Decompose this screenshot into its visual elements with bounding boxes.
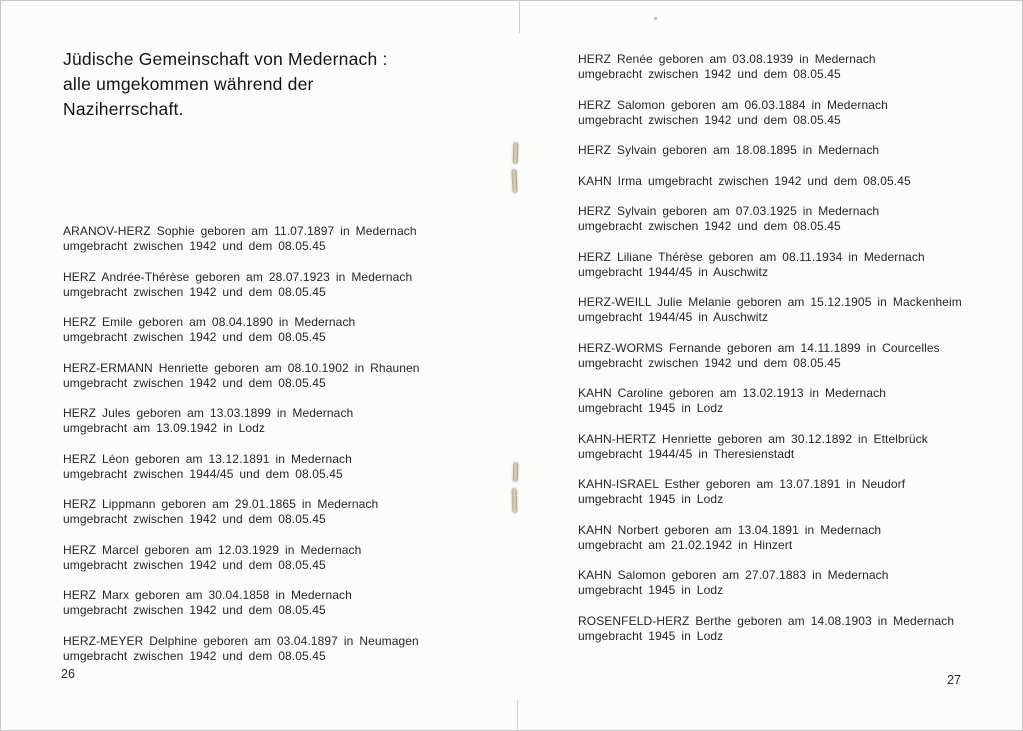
memorial-entry bbox=[578, 174, 998, 189]
entry-line: HERZ-ERMANN Henriette geboren am 08.10.1902 in Rhaunen bbox=[63, 360, 420, 375]
entry-line: umgebracht 1945 in Lodz bbox=[578, 492, 724, 506]
entry-line: KAHN-HERTZ Henriette geboren am 30.12.1892 in Ettelbrück bbox=[578, 431, 928, 446]
binding-stitch bbox=[512, 488, 518, 513]
entry-line: KAHN Caroline geboren am 13.02.1913 in Medernach bbox=[578, 386, 886, 400]
entry-line: HERZ-WORMS Fernande geboren am 14.11.1899 in Courcelles bbox=[578, 340, 940, 355]
entry-line: HERZ Renée geboren am 03.08.1939 in Medernach bbox=[578, 52, 876, 66]
title-line: Jüdische Gemeinschaft von Medernach : bbox=[63, 49, 388, 69]
entry-line: KAHN Norbert geboren am 13.04.1891 in Medernach bbox=[578, 522, 882, 537]
entry-line: umgebracht zwischen 1942 und dem 08.05.45 bbox=[63, 648, 326, 663]
entry-line: umgebracht zwischen 1942 und dem 08.05.45 bbox=[63, 603, 326, 617]
left-page bbox=[63, 47, 495, 679]
entry-line: umgebracht zwischen 1942 und dem 08.05.45 bbox=[578, 112, 841, 127]
entry-line: HERZ Marcel geboren am 12.03.1929 in Medernach bbox=[63, 542, 362, 557]
memorial-entry bbox=[578, 98, 998, 128]
entry-line: HERZ Léon geboren am 13.12.1891 in Medernach bbox=[63, 451, 352, 466]
entry-line: umgebracht 1945 in Lodz bbox=[578, 583, 724, 597]
entry-line: HERZ Sylvain geboren am 07.03.1925 in Medernach bbox=[578, 204, 880, 218]
center-fold-line-bottom bbox=[517, 700, 518, 731]
binding-stitch bbox=[513, 462, 519, 482]
entry-line: HERZ Marx geboren am 30.04.1858 in Medernach bbox=[63, 588, 352, 602]
memorial-entry bbox=[63, 406, 495, 436]
right-entry-list bbox=[578, 52, 998, 644]
entry-line: HERZ Sylvain geboren am 18.08.1895 in Medernach bbox=[578, 143, 880, 157]
entry-line: umgebracht 1944/45 in Auschwitz bbox=[578, 264, 769, 279]
memorial-entry bbox=[63, 270, 495, 300]
entry-line: HERZ Lippmann geboren am 29.01.1865 in Medernach bbox=[63, 497, 379, 511]
entry-line: umgebracht am 21.02.1942 in Hinzert bbox=[578, 537, 793, 552]
page-number-right: 27 bbox=[947, 673, 961, 687]
memorial-entry bbox=[578, 568, 998, 598]
entry-line: umgebracht 1944/45 in Auschwitz bbox=[578, 310, 769, 324]
memorial-entry bbox=[63, 315, 495, 345]
entry-line: umgebracht zwischen 1942 und dem 08.05.45 bbox=[578, 355, 841, 370]
entry-line: HERZ Jules geboren am 13.03.1899 in Medernach bbox=[63, 406, 354, 420]
memorial-entry bbox=[63, 224, 495, 254]
memorial-entry bbox=[578, 204, 998, 234]
entry-line: KAHN Irma umgebracht zwischen 1942 und dem 08.05.45 bbox=[578, 173, 911, 188]
memorial-entry bbox=[63, 543, 495, 573]
entry-line: umgebracht zwischen 1942 und dem 08.05.45 bbox=[63, 330, 326, 344]
entry-line: umgebracht zwischen 1942 und dem 08.05.45 bbox=[63, 512, 326, 526]
memorial-entry bbox=[63, 361, 495, 391]
entry-line: umgebracht am 13.09.1942 in Lodz bbox=[63, 421, 265, 435]
memorial-entry bbox=[578, 432, 998, 462]
title-line: alle umgekommen während der bbox=[63, 74, 314, 94]
binding-stitch bbox=[513, 142, 519, 164]
left-entry-list bbox=[63, 224, 495, 664]
memorial-entry bbox=[578, 386, 998, 416]
entry-line: umgebracht zwischen 1942 und dem 08.05.45 bbox=[578, 219, 841, 233]
memorial-entry bbox=[63, 497, 495, 527]
entry-line: HERZ-MEYER Delphine geboren am 03.04.1897 in Neumagen bbox=[63, 633, 419, 648]
entry-line: KAHN Salomon geboren am 27.07.1883 in Medernach bbox=[578, 568, 889, 582]
entry-line: umgebracht 1945 in Lodz bbox=[578, 628, 724, 643]
memorial-entry bbox=[578, 52, 998, 82]
memorial-entry bbox=[578, 341, 998, 371]
memorial-entry bbox=[578, 295, 998, 325]
memorial-entry bbox=[578, 523, 998, 553]
memorial-entry bbox=[578, 143, 998, 158]
memorial-entry bbox=[63, 634, 495, 664]
page-number-left: 26 bbox=[61, 667, 75, 681]
memorial-entry bbox=[578, 614, 998, 644]
entry-line: HERZ Emile geboren am 08.04.1890 in Medernach bbox=[63, 315, 356, 329]
entry-line: HERZ Liliane Thérèse geboren am 08.11.1934 in Medernach bbox=[578, 249, 925, 264]
entry-line: HERZ Salomon geboren am 06.03.1884 in Medernach bbox=[578, 97, 888, 112]
entry-line: umgebracht zwischen 1942 und dem 08.05.45 bbox=[578, 67, 841, 81]
memorial-entry bbox=[578, 250, 998, 280]
entry-line: umgebracht 1945 in Lodz bbox=[578, 401, 724, 415]
entry-line: umgebracht 1944/45 in Theresienstadt bbox=[578, 446, 795, 461]
document-title bbox=[63, 47, 495, 122]
title-line: Naziherrschaft. bbox=[63, 99, 184, 119]
center-fold-line-top bbox=[519, 1, 520, 33]
memorial-entry bbox=[63, 452, 495, 482]
entry-line: ARANOV-HERZ Sophie geboren am 11.07.1897 in Medernach bbox=[63, 224, 417, 238]
scan-speck bbox=[654, 17, 657, 20]
memorial-entry bbox=[578, 477, 998, 507]
entry-line: ROSENFELD-HERZ Berthe geboren am 14.08.1903 in Medernach bbox=[578, 613, 955, 628]
entry-line: umgebracht zwischen 1944/45 und dem 08.05.45 bbox=[63, 466, 343, 481]
entry-line: umgebracht zwischen 1942 und dem 08.05.45 bbox=[63, 375, 326, 390]
entry-line: umgebracht zwischen 1942 und dem 08.05.45 bbox=[63, 557, 326, 572]
entry-line: HERZ Andrée-Thérèse geboren am 28.07.1923 in Medernach bbox=[63, 269, 413, 284]
memorial-entry bbox=[63, 588, 495, 618]
entry-line: umgebracht zwischen 1942 und dem 08.05.45 bbox=[63, 284, 326, 299]
entry-line: umgebracht zwischen 1942 und dem 08.05.45 bbox=[63, 239, 326, 253]
entry-line: HERZ-WEILL Julie Melanie geboren am 15.12.1905 in Mackenheim bbox=[578, 295, 962, 309]
right-page bbox=[578, 52, 998, 659]
binding-stitch bbox=[511, 169, 517, 193]
entry-line: KAHN-ISRAEL Esther geboren am 13.07.1891 in Neudorf bbox=[578, 477, 906, 491]
